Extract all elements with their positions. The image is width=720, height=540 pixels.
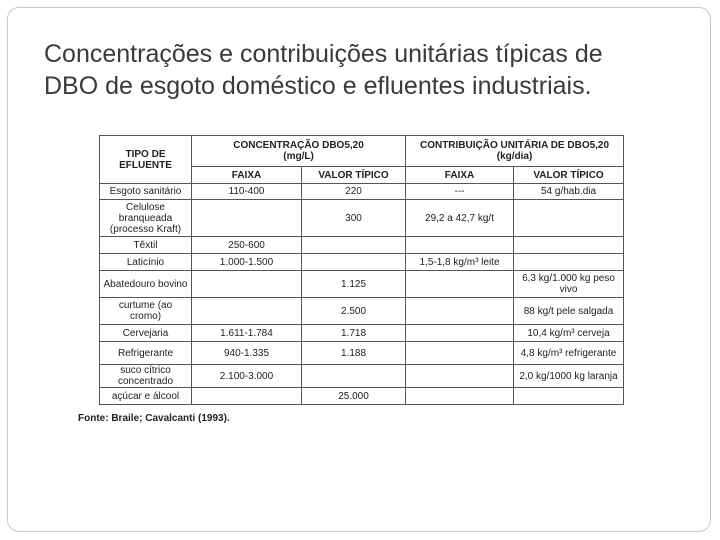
table-row	[100, 200, 624, 237]
cell-contrib-tipico: 4,8 kg/m³ refrigerante	[514, 342, 624, 365]
cell-contrib-tipico	[514, 237, 624, 254]
cell-tipo: Celulose branqueada (processo Kraft)	[100, 200, 192, 237]
slide-title	[44, 38, 684, 102]
cell-contrib-faixa	[406, 271, 514, 298]
cell-conc-faixa: 1.000-1.500	[192, 254, 302, 271]
table-row	[100, 298, 624, 325]
cell-tipo: Têxtil	[100, 237, 192, 254]
title-line-1: Concentrações e contribuições unitárias típicas de	[44, 40, 603, 68]
cell-tipo: suco cítrico concentrado	[100, 365, 192, 388]
cell-contrib-faixa	[406, 388, 514, 405]
cell-contrib-faixa: 29,2 a 42,7 kg/t	[406, 200, 514, 237]
cell-contrib-tipico	[514, 388, 624, 405]
cell-conc-tipico: 2.500	[302, 298, 406, 325]
cell-contrib-faixa	[406, 365, 514, 388]
cell-tipo: Laticínio	[100, 254, 192, 271]
table-row	[100, 388, 624, 405]
header-contribuicao-unit: (kg/dia)	[496, 151, 533, 162]
header-tipo: TIPO DE EFLUENTE	[100, 136, 192, 184]
cell-contrib-tipico: 54 g/hab.dia	[514, 184, 624, 200]
cell-conc-faixa: 1.611-1.784	[192, 325, 302, 342]
cell-contrib-tipico: 88 kg/t pele salgada	[514, 298, 624, 325]
table-row	[100, 237, 624, 254]
cell-contrib-tipico: 6,3 kg/1.000 kg peso vivo	[514, 271, 624, 298]
cell-contrib-faixa	[406, 237, 514, 254]
cell-conc-tipico	[302, 237, 406, 254]
cell-contrib-tipico	[514, 200, 624, 237]
cell-conc-tipico: 1.188	[302, 342, 406, 365]
header-conc-faixa: FAIXA	[192, 167, 302, 184]
cell-tipo: Esgoto sanitário	[100, 184, 192, 200]
cell-tipo: açúcar e álcool	[100, 388, 192, 405]
cell-conc-tipico: 220	[302, 184, 406, 200]
table-row	[100, 325, 624, 342]
cell-contrib-faixa	[406, 298, 514, 325]
cell-contrib-tipico	[514, 254, 624, 271]
table-row	[100, 184, 624, 200]
cell-conc-tipico: 1.125	[302, 271, 406, 298]
cell-tipo: Refrigerante	[100, 342, 192, 365]
cell-tipo: curtume (ao cromo)	[100, 298, 192, 325]
cell-contrib-tipico: 10,4 kg/m³ cerveja	[514, 325, 624, 342]
header-contribuicao	[406, 136, 624, 167]
cell-tipo: Cervejaria	[100, 325, 192, 342]
title-line-2: DBO de esgoto doméstico e efluentes industriais.	[44, 72, 592, 100]
cell-contrib-faixa: ---	[406, 184, 514, 200]
header-contrib-faixa: FAIXA	[406, 167, 514, 184]
cell-contrib-tipico: 2,0 kg/1000 kg laranja	[514, 365, 624, 388]
header-conc-valor-tipico: VALOR TÍPICO	[302, 167, 406, 184]
cell-conc-faixa	[192, 298, 302, 325]
cell-conc-tipico: 25.000	[302, 388, 406, 405]
cell-conc-faixa: 250-600	[192, 237, 302, 254]
cell-conc-faixa: 110-400	[192, 184, 302, 200]
table-row	[100, 271, 624, 298]
header-concentracao	[192, 136, 406, 167]
cell-tipo: Abatedouro bovino	[100, 271, 192, 298]
cell-contrib-faixa	[406, 342, 514, 365]
cell-conc-tipico: 300	[302, 200, 406, 237]
table-body	[100, 184, 624, 405]
header-concentracao-unit: (mg/L)	[283, 151, 314, 162]
cell-conc-faixa	[192, 388, 302, 405]
cell-conc-faixa: 940-1.335	[192, 342, 302, 365]
cell-conc-faixa: 2.100-3.000	[192, 365, 302, 388]
cell-conc-tipico: 1.718	[302, 325, 406, 342]
table-row	[100, 342, 624, 365]
table-row	[100, 365, 624, 388]
dbo-table	[99, 135, 624, 405]
source-note: Fonte: Braile; Cavalcanti (1993).	[78, 413, 230, 424]
cell-conc-tipico	[302, 365, 406, 388]
header-contrib-valor-tipico: VALOR TÍPICO	[514, 167, 624, 184]
table-row	[100, 254, 624, 271]
cell-conc-faixa	[192, 271, 302, 298]
cell-conc-faixa	[192, 200, 302, 237]
cell-contrib-faixa: 1,5-1,8 kg/m³ leite	[406, 254, 514, 271]
cell-conc-tipico	[302, 254, 406, 271]
cell-contrib-faixa	[406, 325, 514, 342]
header-contribuicao-label: CONTRIBUIÇÃO UNITÁRIA DE DBO5,20	[419, 140, 610, 151]
header-concentracao-label: CONCENTRAÇÃO DBO5,20	[233, 140, 364, 151]
